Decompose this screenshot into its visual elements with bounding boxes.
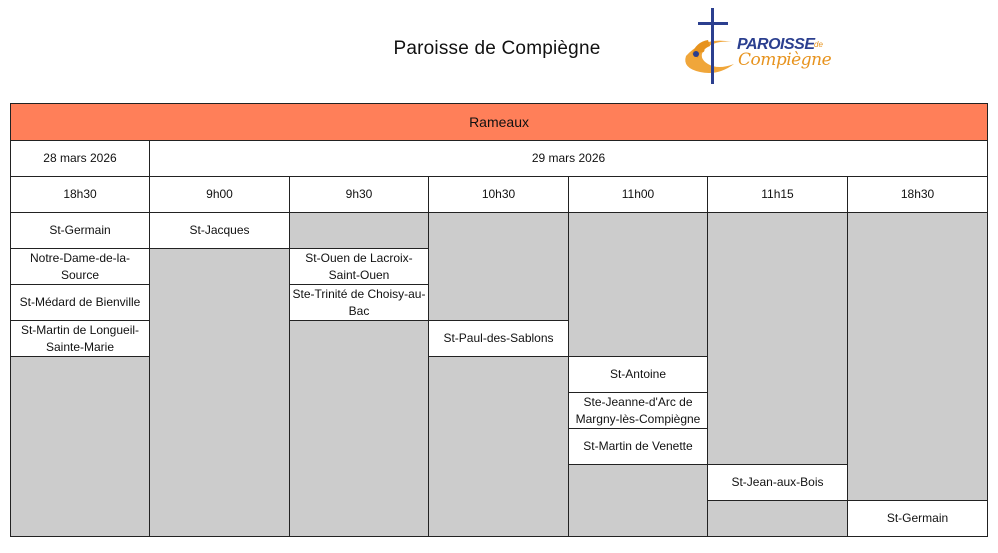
date-sunday: 29 mars 2026 [150,141,988,177]
page-title: Paroisse de Compiègne [393,38,601,59]
empty-cell [290,213,429,249]
church-cell: St-Martin de Venette [569,429,708,465]
church-cell: St-Germain [848,501,988,537]
church-cell: Notre-Dame-de-la-Source [11,249,150,285]
empty-cell [150,249,290,537]
church-cell: St-Germain [11,213,150,249]
church-cell: St-Paul-des-Sablons [429,321,569,357]
time-header: 9h00 [150,177,290,213]
church-cell: St-Ouen de Lacroix-Saint-Ouen [290,249,429,285]
empty-cell [429,357,569,537]
logo-de-text: de [814,40,823,49]
time-header: 9h30 [290,177,429,213]
church-cell: St-Jean-aux-Bois [708,465,848,501]
empty-cell [429,213,569,321]
time-header: 18h30 [848,177,988,213]
date-saturday: 28 mars 2026 [11,141,150,177]
time-header: 18h30 [11,177,150,213]
church-cell: Ste-Trinité de Choisy-au-Bac [290,285,429,321]
time-header: 11h15 [708,177,848,213]
empty-cell [848,213,988,501]
paroisse-logo [674,6,834,86]
church-cell: St-Antoine [569,357,708,393]
time-header: 11h00 [569,177,708,213]
church-cell: St-Médard de Bienville [11,285,150,321]
empty-cell [569,465,708,537]
empty-cell [569,213,708,357]
mass-schedule-table [10,103,988,537]
time-header: 10h30 [429,177,569,213]
logo-compiegne-text: Compiègne [738,50,832,70]
empty-cell [708,501,848,537]
empty-cell [708,213,848,465]
church-cell: Ste-Jeanne-d'Arc de Margny-lès-Compiègne [569,393,708,429]
church-cell: St-Martin de Longueil-Sainte-Marie [11,321,150,357]
church-cell: St-Jacques [150,213,290,249]
logo-paroisse-text: PAROISSE [737,36,815,53]
empty-cell [290,321,429,537]
empty-cell [11,357,150,537]
event-banner: Rameaux [11,104,988,141]
